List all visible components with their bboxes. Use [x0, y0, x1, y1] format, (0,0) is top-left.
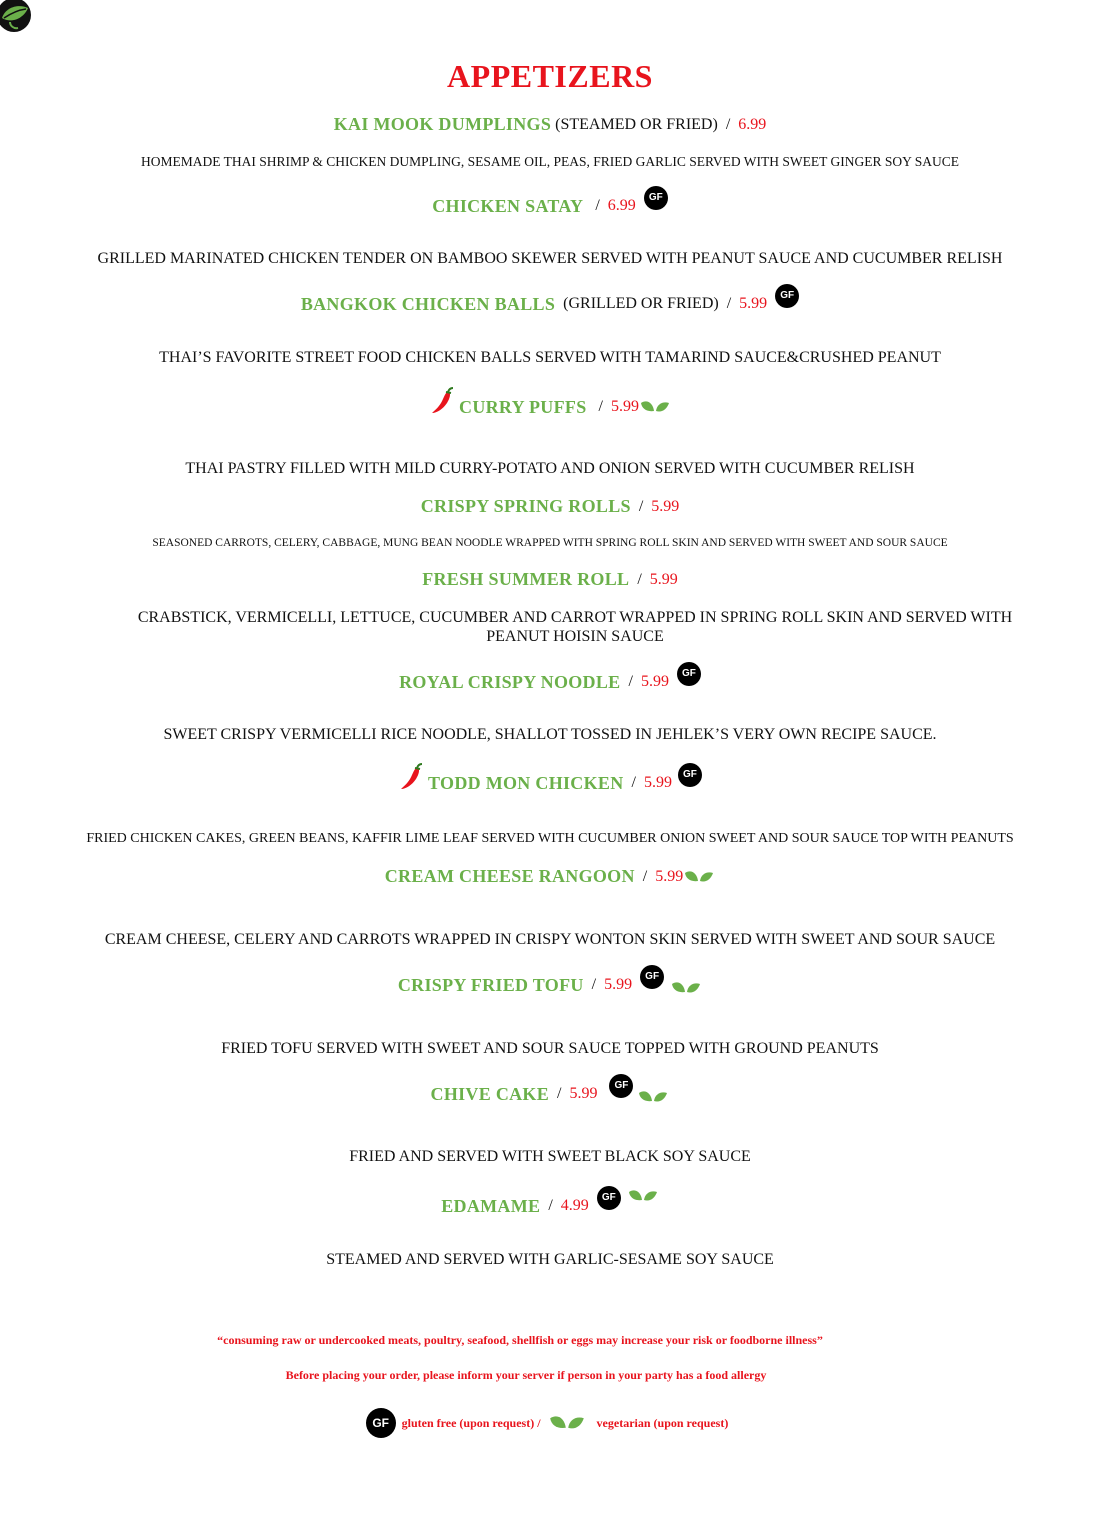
item-name: CRISPY SPRING ROLLS — [420, 496, 631, 516]
menu-item-edamame — [0, 1194, 1100, 1218]
item-name: CURRY PUFFS — [459, 396, 587, 417]
item-description: GRILLED MARINATED CHICKEN TENDER ON BAMBOO SKEWER SERVED WITH PEANUT SAUCE AND CUCUMBER RELISH — [97, 250, 1003, 267]
menu-item-bangkok-chicken-balls — [0, 292, 1100, 316]
separator: / — [726, 295, 732, 312]
separator: / — [591, 976, 597, 993]
legend — [0, 1408, 1100, 1438]
item-price: 5.99 — [604, 976, 633, 993]
item-description-line2: PEANUT HOISIN SAUCE — [486, 628, 664, 645]
item-price: 5.99 — [655, 867, 684, 885]
vegetarian-leaf-icon — [683, 867, 715, 887]
gluten-free-icon: GF — [366, 1408, 396, 1438]
item-price: 4.99 — [560, 1197, 589, 1214]
vegetarian-leaf-icon — [627, 1186, 659, 1206]
legend-vegetarian-text: vegetarian (upon request) — [596, 1415, 729, 1430]
menu-item-royal-crispy-noodle — [0, 670, 1100, 694]
vegetarian-leaf-icon — [670, 978, 702, 998]
item-description: CREAM CHEESE, CELERY AND CARROTS WRAPPED IN CRISPY WONTON SKIN SERVED WITH SWEET AND SOUR SAUCE — [104, 931, 996, 948]
item-note: (STEAMED OR FRIED) — [555, 115, 718, 133]
item-description: HOMEMADE THAI SHRIMP & CHICKEN DUMPLING, SESAME OIL, PEAS, FRIED GARLIC SERVED WITH SWEET GINGER SOY SAUCE — [140, 154, 960, 169]
item-description: THAI’S FAVORITE STREET FOOD CHICKEN BALLS SERVED WITH TAMARIND SAUCE&CRUSHED PEANUT — [159, 349, 941, 366]
item-price: 5.99 — [643, 774, 672, 791]
item-name: KAI MOOK DUMPLINGS — [333, 114, 552, 134]
item-name: CRISPY FRIED TOFU — [397, 974, 584, 995]
separator: / — [725, 115, 731, 133]
separator: / — [631, 774, 636, 791]
item-price: 5.99 — [569, 1085, 598, 1102]
item-description: FRIED AND SERVED WITH SWEET BLACK SOY SAUCE — [349, 1148, 751, 1165]
item-price: 6.99 — [738, 115, 767, 133]
gluten-free-icon: GF — [677, 662, 701, 686]
item-name: EDAMAME — [441, 1195, 541, 1216]
leaf-logo-icon — [0, 0, 36, 34]
item-description: SWEET CRISPY VERMICELLI RICE NOODLE, SHALLOT TOSSED IN JEHLEK’S VERY OWN RECIPE SAUCE. — [163, 726, 937, 743]
menu-item-curry-puffs — [0, 392, 1100, 422]
chili-spicy-icon — [429, 386, 455, 416]
menu-item-fresh-summer-roll — [0, 569, 1100, 590]
separator: / — [548, 1197, 553, 1214]
separator: / — [598, 398, 603, 415]
item-name: FRESH SUMMER ROLL — [422, 569, 630, 589]
menu-item-kai-mook-dumplings — [0, 114, 1100, 135]
separator: / — [642, 867, 648, 885]
item-description: FRIED TOFU SERVED WITH SWEET AND SOUR SAUCE TOPPED WITH GROUND PEANUTS — [221, 1040, 879, 1057]
gluten-free-icon: GF — [597, 1186, 621, 1210]
item-note: (GRILLED OR FRIED) — [563, 295, 719, 312]
raw-food-warning: “consuming raw or undercooked meats, poultry, seafood, shellfish or eggs may increase your risk or foodborne illness” — [217, 1333, 823, 1347]
gluten-free-icon: GF — [775, 284, 799, 308]
gluten-free-icon: GF — [678, 763, 702, 787]
menu-item-cream-cheese-rangoon — [0, 866, 1100, 887]
item-description: STEAMED AND SERVED WITH GARLIC-SESAME SOY SAUCE — [326, 1251, 774, 1268]
chili-spicy-icon — [398, 762, 424, 792]
vegetarian-leaf-icon — [637, 1087, 669, 1107]
item-name: TODD MON CHICKEN — [428, 772, 624, 793]
legend-gluten-free-text: gluten free (upon request) / — [401, 1415, 541, 1430]
separator: / — [628, 673, 633, 690]
item-name: BANGKOK CHICKEN BALLS — [300, 293, 556, 314]
menu-item-chive-cake — [0, 1082, 1100, 1106]
separator: / — [638, 497, 644, 515]
vegetarian-leaf-icon — [639, 397, 671, 417]
item-price: 5.99 — [739, 295, 768, 312]
separator: / — [637, 570, 642, 588]
menu-item-todd-mon-chicken — [0, 768, 1100, 798]
vegetarian-leaf-icon — [547, 1411, 587, 1435]
page-title: APPETIZERS — [447, 58, 653, 94]
item-description: SEASONED CARROTS, CELERY, CABBAGE, MUNG BEAN NOODLE WRAPPED WITH SPRING ROLL SKIN AND SERVED WITH SWEET AND SOUR SAUCE — [152, 537, 948, 549]
item-name: CHIVE CAKE — [430, 1083, 550, 1104]
gluten-free-icon: GF — [609, 1074, 633, 1098]
gluten-free-icon: GF — [640, 965, 664, 989]
menu-item-crispy-fried-tofu — [0, 973, 1100, 997]
allergy-notice: Before placing your order, please inform your server if person in your party has a food allergy — [285, 1368, 767, 1382]
separator: / — [557, 1085, 562, 1102]
item-price: 5.99 — [649, 570, 678, 588]
item-price: 6.99 — [607, 197, 636, 214]
item-description: CRABSTICK, VERMICELLI, LETTUCE, CUCUMBER AND CARROT WRAPPED IN SPRING ROLL SKIN AND SERVED WITH — [137, 609, 1013, 626]
item-name: CREAM CHEESE RANGOON — [384, 866, 635, 886]
item-name: ROYAL CRISPY NOODLE — [399, 671, 621, 692]
gluten-free-icon: GF — [644, 186, 668, 210]
separator: / — [595, 197, 600, 214]
item-price: 5.99 — [651, 497, 680, 515]
item-price: 5.99 — [610, 398, 639, 415]
item-description: FRIED CHICKEN CAKES, GREEN BEANS, KAFFIR LIME LEAF SERVED WITH CUCUMBER ONION SWEET AND SOUR SAUCE TOP WITH PEANUTS — [86, 831, 1014, 846]
item-description: THAI PASTRY FILLED WITH MILD CURRY-POTATO AND ONION SERVED WITH CUCUMBER RELISH — [185, 460, 915, 477]
menu-item-crispy-spring-rolls — [0, 496, 1100, 517]
item-name: CHICKEN SATAY — [432, 195, 584, 216]
menu-item-chicken-satay — [0, 194, 1100, 218]
item-price: 5.99 — [640, 673, 669, 690]
